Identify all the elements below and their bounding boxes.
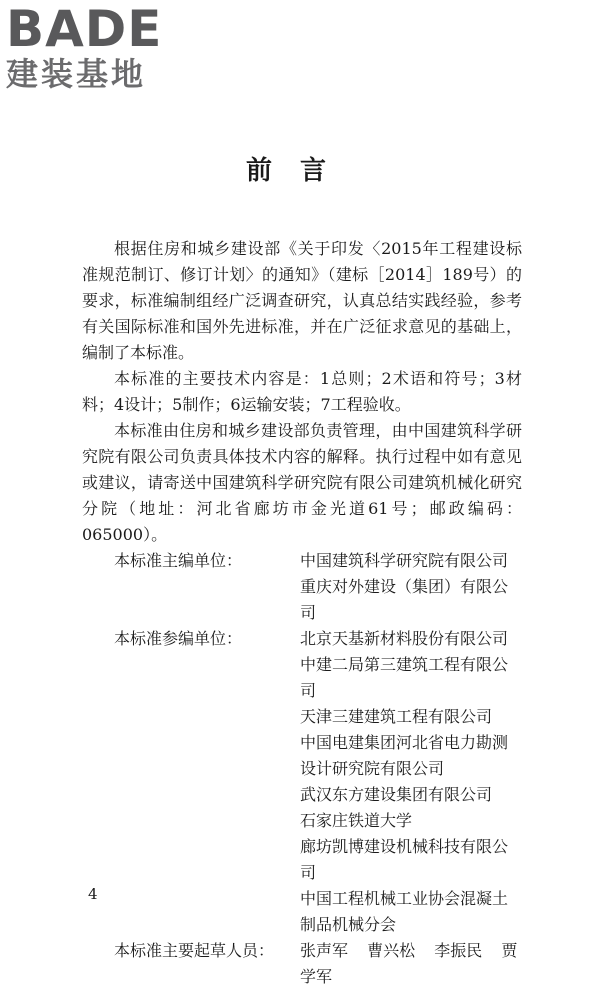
paragraph-management: 本标准由住房和城乡建设部负责管理，由中国建筑科学研究院有限公司负责具体技术内容的解释。执行过程中如有意见或建议，请寄送中国建筑科学研究院有限公司建筑机械化研究分院（地址：河北省廊坊市金光道61号；邮政编码：065000）。 xyxy=(82,421,522,544)
list-item xyxy=(82,834,522,886)
participating-units-label: 本标准参编单位： xyxy=(114,629,243,648)
logo-subtitle: 建装基地 xyxy=(6,55,147,93)
participating-unit: 北京天基新材料股份有限公司 xyxy=(300,629,509,648)
participating-unit: 廊坊凯博建设机械科技有限公司 xyxy=(300,837,509,882)
chief-units-table xyxy=(82,548,522,990)
participating-unit: 中国工程机械工业协会混凝土制品机械分会 xyxy=(300,889,509,934)
participating-unit: 中建二局第三建筑工程有限公司 xyxy=(300,655,509,700)
list-item xyxy=(82,782,522,808)
participating-unit: 武汉东方建设集团有限公司 xyxy=(300,785,493,804)
chief-unit: 重庆对外建设（集团）有限公司 xyxy=(300,577,509,622)
list-item xyxy=(82,626,522,652)
chief-units-label: 本标准主编单位： xyxy=(114,551,243,570)
list-item xyxy=(82,938,522,990)
page-title: 前言 xyxy=(245,156,354,186)
drafters-names xyxy=(300,938,522,990)
list-item xyxy=(82,730,522,782)
participating-unit: 中国电建集团河北省电力勘测设计研究院有限公司 xyxy=(300,733,509,778)
list-item xyxy=(82,574,522,626)
paragraph-contents: 本标准的主要技术内容是：1总则；2术语和符号；3材料；4设计；5制作；6运输安装；7工程验收。 xyxy=(82,369,522,414)
list-item xyxy=(82,704,522,730)
list-item xyxy=(82,808,522,834)
chief-unit: 中国建筑科学研究院有限公司 xyxy=(300,551,509,570)
logo-mark: BADE xyxy=(6,0,163,58)
page-number: 4 xyxy=(88,885,98,903)
list-item xyxy=(82,548,522,574)
list-item xyxy=(82,652,522,704)
drafters-label: 本标准主要起草人员： xyxy=(114,941,275,960)
paragraph-basis: 根据住房和城乡建设部《关于印发〈2015年工程建设标准规范制订、修订计划〉的通知》（建标［2014］189号）的要求，标准编制组经广泛调查研究，认真总结实践经验，参考有关国际标准和国外先进标准，并在广泛征求意见的基础上，编制了本标准。 xyxy=(82,239,522,362)
logo xyxy=(6,0,206,93)
drafter-name: 李振民 xyxy=(434,941,483,960)
list-item xyxy=(82,886,522,938)
foreword-body xyxy=(82,236,522,990)
drafter-name: 贾学军 xyxy=(300,941,518,986)
drafter-name: 曹兴松 xyxy=(367,941,416,960)
participating-unit: 石家庄铁道大学 xyxy=(300,811,413,830)
drafter-name: 张声军 xyxy=(300,941,349,960)
participating-unit: 天津三建建筑工程有限公司 xyxy=(300,707,493,726)
